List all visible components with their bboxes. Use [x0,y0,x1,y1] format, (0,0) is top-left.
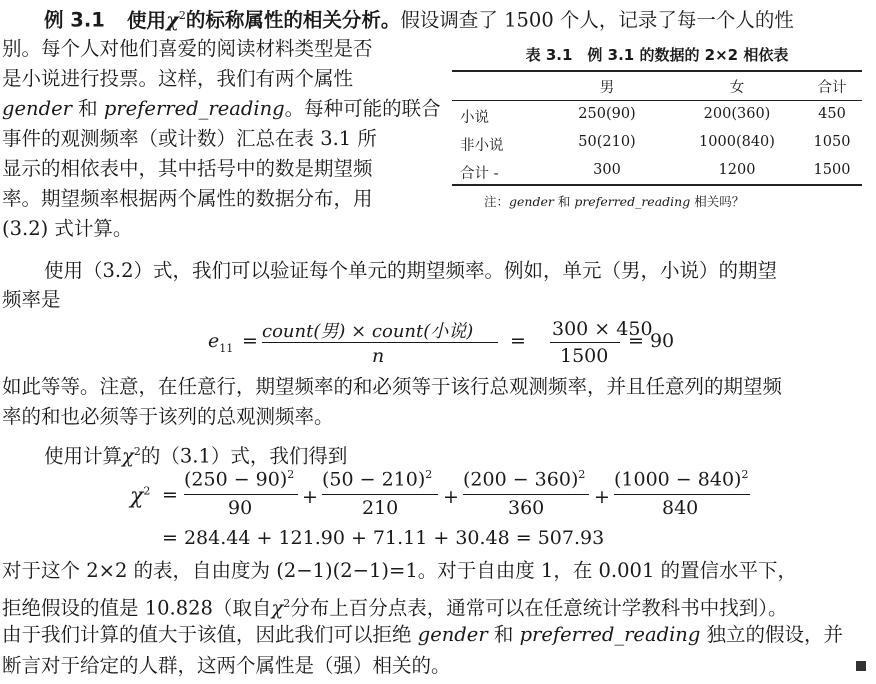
paragraph-text: 假设调查了 1500 个人，记录了每一个人的性 [400,8,794,32]
chi-symbol: χ [122,444,134,468]
paragraph-text: 使用计算 [44,444,123,468]
eq1-equals-2: = [510,330,526,352]
table-cell: 450 [818,106,846,122]
paragraph-line [2,591,788,622]
table-cell: 合计 - [460,166,499,182]
term-sup: 2 [287,468,295,481]
paragraph-text: 由于我们计算的值大于该值，因此我们可以拒绝 [2,623,412,646]
term-sup: 2 [741,468,749,481]
eq2-term1-bar [184,494,298,495]
superscript-2: 2 [133,445,141,458]
note-and: 和 [557,194,571,209]
table-header: 男 [599,80,615,96]
eq1-equals: = [242,330,258,352]
superscript-2: 2 [283,597,291,610]
eq1-denominator: n [372,345,385,367]
eq2-chi: χ [130,484,144,509]
paragraph-text: 拒绝假设的值是 10.828（取自 [2,596,272,620]
eq1-fraction-bar [262,342,498,343]
paragraph-text: 独立的假设，并 [706,623,844,646]
paragraph-line: 频率是 [2,288,61,311]
eq2-term2-den: 210 [362,497,399,519]
eq2-term3-bar [463,494,589,495]
table-caption: 表 3.1 例 3.1 的数据的 2×2 相依表 [525,46,789,64]
eq1-lhs [208,330,233,355]
example-title-pre: 使用 [127,8,167,32]
paragraph-line: (3.2) 式计算。 [2,217,133,240]
table-bottom-rule [452,184,862,186]
attr-preferred-reading: preferred_reading [103,97,285,120]
eq2-term1-den: 90 [228,497,253,519]
eq2-equals: = [162,484,178,506]
table-note [484,192,744,210]
table-header: 女 [729,80,745,96]
paragraph-line: 对于这个 2×2 的表，自由度为 (2−1)(2−1)=1。对于自由度 1，在 0.001 的置信水平下， [2,559,798,582]
eq2-line2: = 284.44 + 121.90 + 71.11 + 30.48 = 507.93 [162,527,605,549]
term-num: (1000 − 840) [614,468,742,491]
term-num: (200 − 360) [463,468,579,491]
example-title-post: 的标称属性的相关分析。 [185,8,401,32]
eq1-sub: 11 [219,341,234,355]
eq2-term3-den: 360 [508,497,545,519]
example-label: 例 3.1 [44,8,105,32]
table-cell: 1200 [718,162,756,178]
eq2-lhs [130,484,150,509]
eq1-fraction-bar-2 [550,342,620,343]
chi-symbol: χ [271,596,284,620]
end-of-example-mark [856,661,866,671]
eq1-numerator: count(男) × count(小说) [262,321,474,342]
paragraph-line: 事件的观测频率（或计数）汇总在表 3.1 所 [2,127,377,150]
term-sup: 2 [425,468,433,481]
eq2-term4-num [614,468,748,490]
table-cell: 1500 [813,162,851,178]
note-gender: gender [509,194,554,209]
paragraph-line: 别。每个人对他们喜爱的阅读材料类型是否 [2,37,373,60]
table-cell: 50(210) [578,134,636,150]
conjunction: 和 [493,623,514,646]
eq2-term4-den: 840 [662,497,699,519]
superscript-2: 2 [178,9,186,22]
paragraph-line: 是小说进行投票。这样，我们有两个属性 [2,67,354,90]
eq2-term2-bar [322,494,438,495]
paragraph-line [2,622,843,648]
eq1-result: = 90 [628,330,675,352]
paragraph-line: 率。期望频率根据两个属性的数据分布，用 [2,187,373,210]
note-post: 相关吗？ [694,194,745,209]
table-cell: 小说 [460,110,489,126]
example-heading-line [44,3,794,34]
table-cell: 200(360) [703,106,771,122]
eq2-term2-num [322,468,432,490]
paragraph-line: 显示的相依表中，其中括号中的数是期望频 [2,157,373,180]
eq2-plus: + [302,486,318,508]
eq2-term1-num [184,468,294,490]
table-cell: 非小说 [460,138,504,154]
attr-preferred-reading: preferred_reading [519,623,701,646]
table-top-rule [452,70,862,72]
paragraph-line: 如此等等。注意，在任意行，期望频率的和必须等于该行总观测频率，并且任意列的期望频 [2,375,783,398]
paragraph-text: 的（3.1）式，我们得到 [140,444,348,468]
paragraph-line [2,96,441,122]
paragraph-line [44,439,347,470]
eq2-plus: + [594,486,610,508]
table-cell: 250(90) [578,106,636,122]
eq2-term3-num [463,468,585,490]
table-cell: 1000(840) [699,134,775,150]
attr-gender: gender [2,97,72,120]
table-cell: 1050 [813,134,851,150]
conjunction: 和 [78,97,98,120]
eq2-term4-bar [614,494,750,495]
paragraph-text: 分布上百分点表，通常可以在任意统计学教科书中找到）。 [290,596,788,620]
eq1-e: e [208,330,220,352]
paragraph-line: 率的和也必须等于该列的总观测频率。 [2,405,334,428]
chi-symbol: χ [166,8,179,32]
table-header-rule [452,100,862,101]
term-num: (50 − 210) [322,468,426,491]
note-preferred-reading: preferred_reading [574,194,691,209]
paragraph-text: 。每种可能的联合 [284,97,441,120]
term-num: (250 − 90) [184,468,288,491]
table-header: 合计 [817,80,847,96]
attr-gender: gender [417,623,488,646]
note-label: 注： [484,194,510,209]
paragraph-line: 断言对于给定的人群，这两个属性是（强）相关的。 [2,654,451,677]
term-sup: 2 [578,468,586,481]
table-cell: 300 [593,162,621,178]
eq1-numerator-2: 300 × 450 [552,318,653,340]
eq1-denominator-2: 1500 [560,345,609,367]
eq2-sup: 2 [143,484,151,498]
eq2-plus: + [443,486,459,508]
paragraph-line: 使用（3.2）式，我们可以验证每个单元的期望频率。例如，单元（男，小说）的期望 [44,259,778,282]
